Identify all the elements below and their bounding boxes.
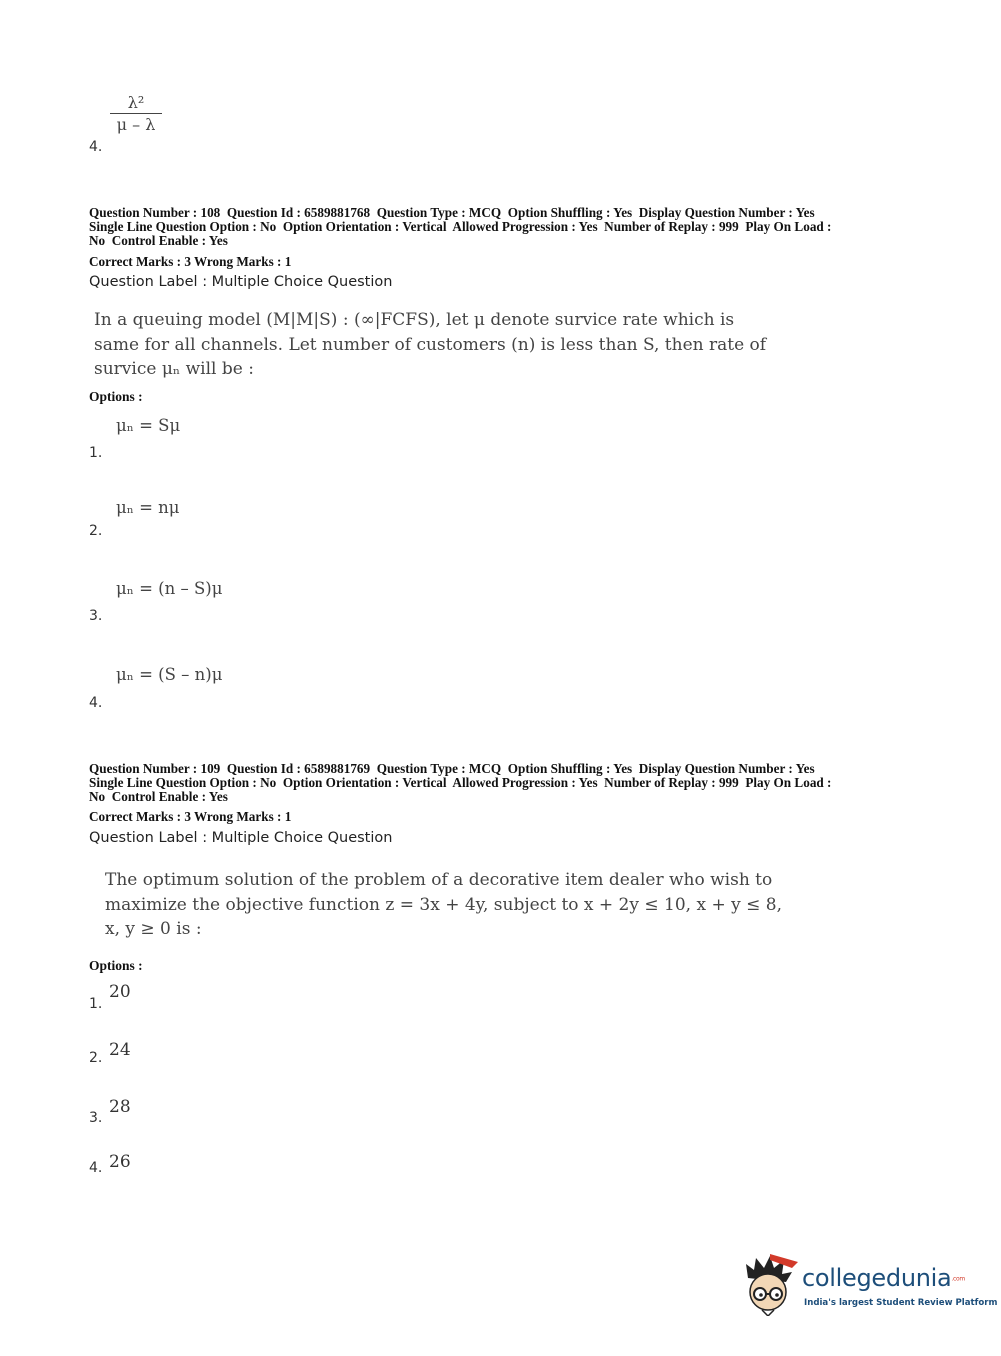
q108-meta-line3: No Control Enable : Yes (89, 233, 228, 248)
q109-marks: Correct Marks : 3 Wrong Marks : 1 (89, 809, 292, 824)
q109-label: Question Label : Multiple Choice Question (89, 830, 393, 846)
q108-text-line1: In a queuing model (M|M|S) : (∞|FCFS), let μ denote survice rate which is (94, 310, 735, 330)
q108-option-3-number[interactable]: 3. (89, 608, 103, 624)
q108-meta-line1: Question Number : 108 Question Id : 6589881768 Question Type : MCQ Option Shuffling : Yes Display Question Number : Yes (89, 205, 815, 220)
q109-option-3-number[interactable]: 3. (89, 1110, 103, 1126)
q109-text-line2: maximize the objective function z = 3x + 4y, subject to x + 2y ≤ 10, x + y ≤ 8, (105, 894, 782, 915)
prev-option-number: 4. (89, 139, 103, 155)
logo-suffix: .com (951, 1275, 965, 1283)
q109-options-header: Options : (89, 958, 143, 973)
q108-option-4-number[interactable]: 4. (89, 695, 103, 711)
q108-meta-line2: Single Line Question Option : No Option Orientation : Vertical Allowed Progression : Yes Number of Replay : 999 Play On Load : (89, 219, 832, 234)
q108-option-3-formula: μₙ = (n – S)μ (116, 579, 223, 598)
q109-text-line1: The optimum solution of the problem of a decorative item dealer who wish to (105, 870, 773, 890)
mascot-icon (740, 1250, 800, 1316)
fraction-denominator: μ – λ (116, 115, 156, 134)
collegedunia-logo[interactable] (740, 1250, 998, 1320)
q109-option-2-number[interactable]: 2. (89, 1050, 103, 1066)
q109-option-4-number[interactable]: 4. (89, 1160, 103, 1176)
logo-brand: collegedunia (802, 1264, 952, 1292)
q108-option-1-formula: μₙ = Sμ (116, 416, 181, 435)
prev-option-fraction (110, 93, 162, 134)
q108-text-line2: same for all channels. Let number of customers (n) is less than S, then rate of (94, 334, 767, 355)
q109-option-3-value: 28 (109, 1097, 131, 1117)
q108-options-header: Options : (89, 389, 143, 404)
q108-text-line3: survice μₙ will be : (94, 359, 254, 379)
logo-brand-text (802, 1264, 965, 1292)
fraction-numerator: λ² (127, 93, 145, 112)
q109-question-text (105, 868, 782, 942)
logo-tagline: India's largest Student Review Platform (804, 1298, 998, 1308)
q108-option-4-formula: μₙ = (S – n)μ (116, 665, 223, 684)
q108-option-2-number[interactable]: 2. (89, 523, 103, 539)
q109-meta-line3: No Control Enable : Yes (89, 789, 228, 804)
q108-label: Question Label : Multiple Choice Question (89, 274, 393, 290)
q108-option-2-formula: μₙ = nμ (116, 498, 180, 517)
q109-meta-line2: Single Line Question Option : No Option Orientation : Vertical Allowed Progression : Yes Number of Replay : 999 Play On Load : (89, 775, 832, 790)
q109-option-1-value: 20 (109, 982, 131, 1002)
q109-option-4-value: 26 (109, 1152, 131, 1172)
fraction-bar (110, 113, 162, 114)
q108-option-1-number[interactable]: 1. (89, 445, 103, 461)
q109-meta-line1: Question Number : 109 Question Id : 6589881769 Question Type : MCQ Option Shuffling : Yes Display Question Number : Yes (89, 761, 815, 776)
q109-text-line3: x, y ≥ 0 is : (105, 919, 202, 939)
q109-option-2-value: 24 (109, 1040, 131, 1060)
q109-option-1-number[interactable]: 1. (89, 996, 103, 1012)
q108-marks: Correct Marks : 3 Wrong Marks : 1 (89, 254, 292, 269)
q108-question-text (94, 308, 766, 382)
